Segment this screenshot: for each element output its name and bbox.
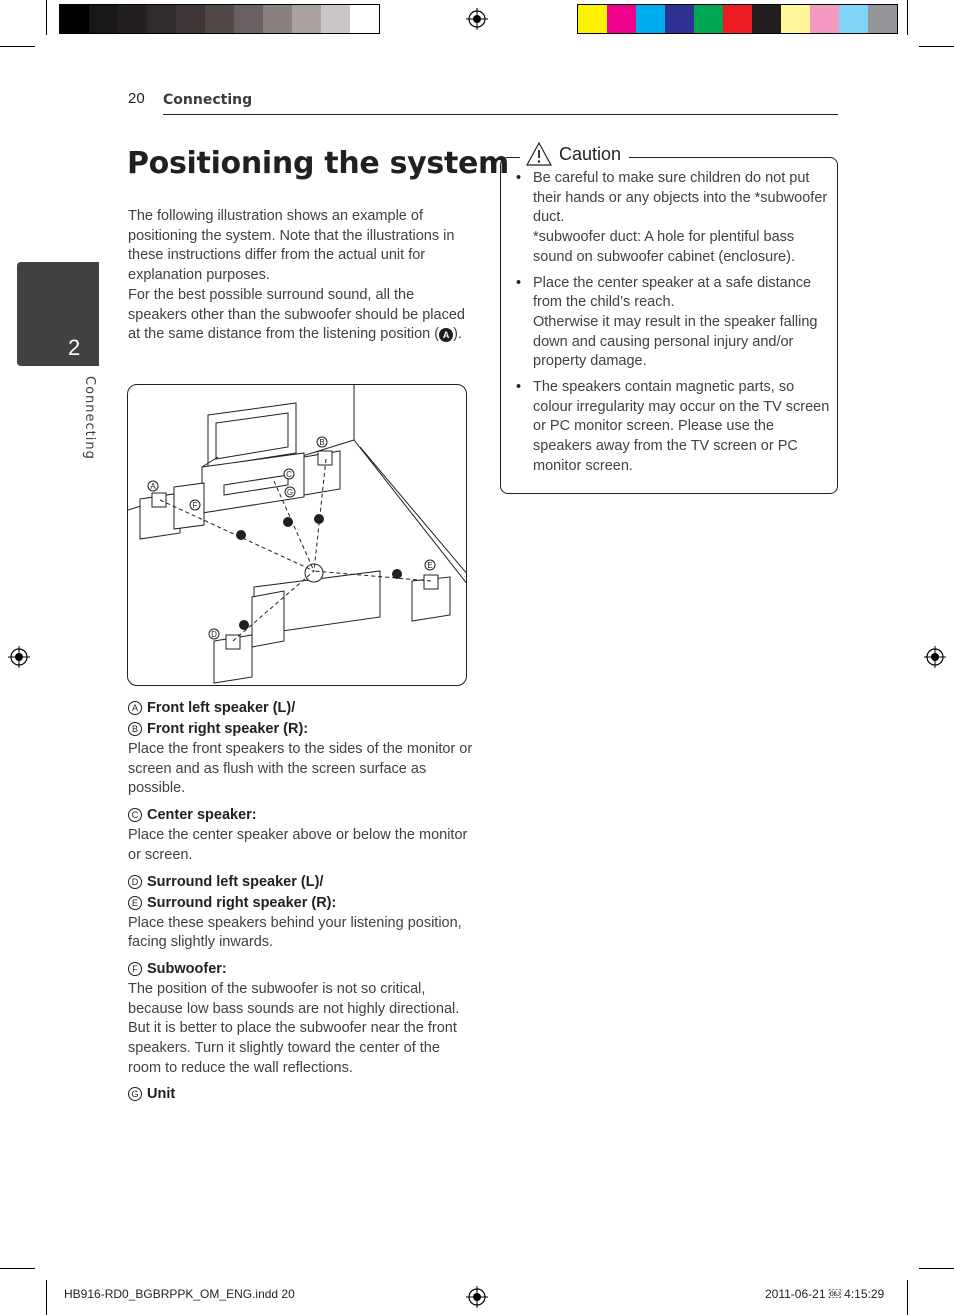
color-swatch [752,5,781,33]
legend-title: Surround left speaker (L)/ [147,873,324,890]
fig-label-d: D [211,630,217,639]
intro-paragraph: The following illustration shows an example of positioning the system. Note that the illustrations in these instructions differ from the actual unit for explanation purposes. [128,208,455,284]
crop-mark [919,1268,954,1269]
color-swatch [292,5,321,33]
footer-timestamp: 2011-06-21 ￼ 4:15:29 [765,1287,885,1301]
speaker-d [226,635,240,649]
page-title: Positioning the system [127,146,509,181]
running-section-title: Connecting [163,92,253,108]
caution-header [520,142,629,166]
legend-heading [128,1084,473,1105]
color-swatch [781,5,810,33]
caution-box [500,157,838,494]
distance-marker [314,514,324,524]
legend-front [128,698,473,799]
intro-text-part: ). [453,326,462,343]
color-swatch [89,5,118,33]
legend-description: Place the front speakers to the sides of the monitor or screen and as flush with the screen surface as possible. [128,741,473,797]
distance-marker [392,569,402,579]
legend-heading [128,959,473,980]
color-swatch [636,5,665,33]
speaker-e [424,575,438,589]
legend-letter: C [128,808,142,822]
crop-mark [907,0,908,35]
color-swatch [350,5,379,33]
legend-subwoofer [128,959,473,1079]
fig-label-a: A [150,482,156,491]
fig-label-c: C [286,470,292,479]
fig-label-f: F [192,501,198,510]
wall-line [360,447,467,575]
intro-paragraph-2 [128,286,468,345]
color-swatch [321,5,350,33]
legend-title: Unit [147,1086,176,1103]
crop-mark [0,46,35,47]
fig-label-e: E [427,561,433,570]
color-swatch [205,5,234,33]
crop-mark [907,1280,908,1315]
warning-triangle-icon [526,142,552,166]
color-swatch [60,5,89,33]
caution-title: Caution [559,143,622,164]
registration-mark-icon [924,646,946,668]
legend-description: Place the center speaker above or below the monitor or screen. [128,827,468,863]
legend-title: Surround right speaker (R): [147,894,337,911]
color-swatch [118,5,147,33]
room-diagram [128,385,467,686]
intro-text-part: For the best possible surround sound, all the speakers other than the subwoofer should be placed at the same distance from the listening position ( [128,286,465,343]
crop-mark [919,46,954,47]
intro-text [128,207,468,345]
color-swatch [234,5,263,33]
legend-description: Place these speakers behind your listening position, facing slightly inwards. [128,914,462,951]
legend-heading [128,698,473,719]
speaker-a [152,493,166,507]
legend-unit [128,1084,473,1105]
header-rule [163,114,838,115]
page-number: 20 [128,90,145,107]
distance-marker [283,517,293,527]
distance-marker [239,620,249,630]
fig-label-g: G [286,488,294,497]
legend-surround [128,872,473,953]
crop-mark [46,1280,47,1315]
color-swatch [723,5,752,33]
legend-heading [128,872,473,893]
label-a-marker: A [439,328,453,342]
caution-item [515,378,835,477]
legend-title: Subwoofer: [147,960,227,977]
legend-heading [128,719,473,740]
grayscale-color-bar [59,4,380,34]
legend-center [128,805,473,865]
caution-text: • Place the center speaker at a safe distance from the child’s reach. [533,274,812,311]
color-swatch [607,5,636,33]
legend-letter: A [128,701,142,715]
caution-text: • Be careful to make sure children do not put their hands or any objects into the *subwoofer duct. [533,170,828,226]
caution-text: Otherwise it may result in the speaker falling down and causing personal injury and/or property damage. [533,313,818,370]
color-swatch [694,5,723,33]
color-swatch [263,5,292,33]
color-swatch [868,5,897,33]
legend-heading [128,893,473,914]
distance-marker [236,530,246,540]
chapter-tab [17,262,99,366]
legend-letter: E [128,896,142,910]
color-swatch [665,5,694,33]
color-swatch [176,5,205,33]
wall-line [354,440,467,585]
caution-text: *subwoofer duct: A hole for plentiful bass sound on subwoofer cabinet (enclosure). [533,229,795,265]
fig-label-b: B [319,438,325,447]
legend-letter: D [128,875,142,889]
legend-title: Center speaker: [147,807,257,824]
process-color-bar [577,4,898,34]
chapter-number: 2 [68,335,81,360]
speaker-layout-illustration [127,384,467,686]
crop-mark [0,1268,35,1269]
speaker-b [318,451,332,465]
color-swatch [578,5,607,33]
crop-mark [46,0,47,35]
legend-heading [128,805,473,826]
legend-letter: B [128,722,142,736]
color-swatch [810,5,839,33]
legend-title: Front right speaker (R): [147,721,309,737]
legend-letter: F [128,962,142,976]
caution-item [515,169,835,268]
color-swatch [839,5,868,33]
legend-letter: G [128,1087,142,1101]
registration-mark-icon [8,646,30,668]
chapter-label: Connecting [82,376,97,460]
registration-mark-icon [466,8,488,30]
registration-mark-icon [466,1286,488,1308]
legend-title: Front left speaker (L)/ [147,700,296,716]
legend-description: The position of the subwoofer is not so critical, because low bass sounds are not highly directional. But it is better to place the subwoofer near the front speakers. Turn it slightly toward the center of the room to reduce the wall reflections. [128,980,460,1076]
caution-item [515,274,835,373]
color-swatch [147,5,176,33]
caution-text: • The speakers contain magnetic parts, so colour irregularity may occur on the TV screen or PC monitor screen. Please use the speakers away from the TV screen or PC monitor screen. [533,379,830,474]
speaker-legend [128,698,473,1111]
sofa-arm [252,591,284,647]
footer-filename: HB916-RD0_BGBRPPK_OM_ENG.indd 20 [64,1287,295,1301]
caution-list [515,169,835,483]
